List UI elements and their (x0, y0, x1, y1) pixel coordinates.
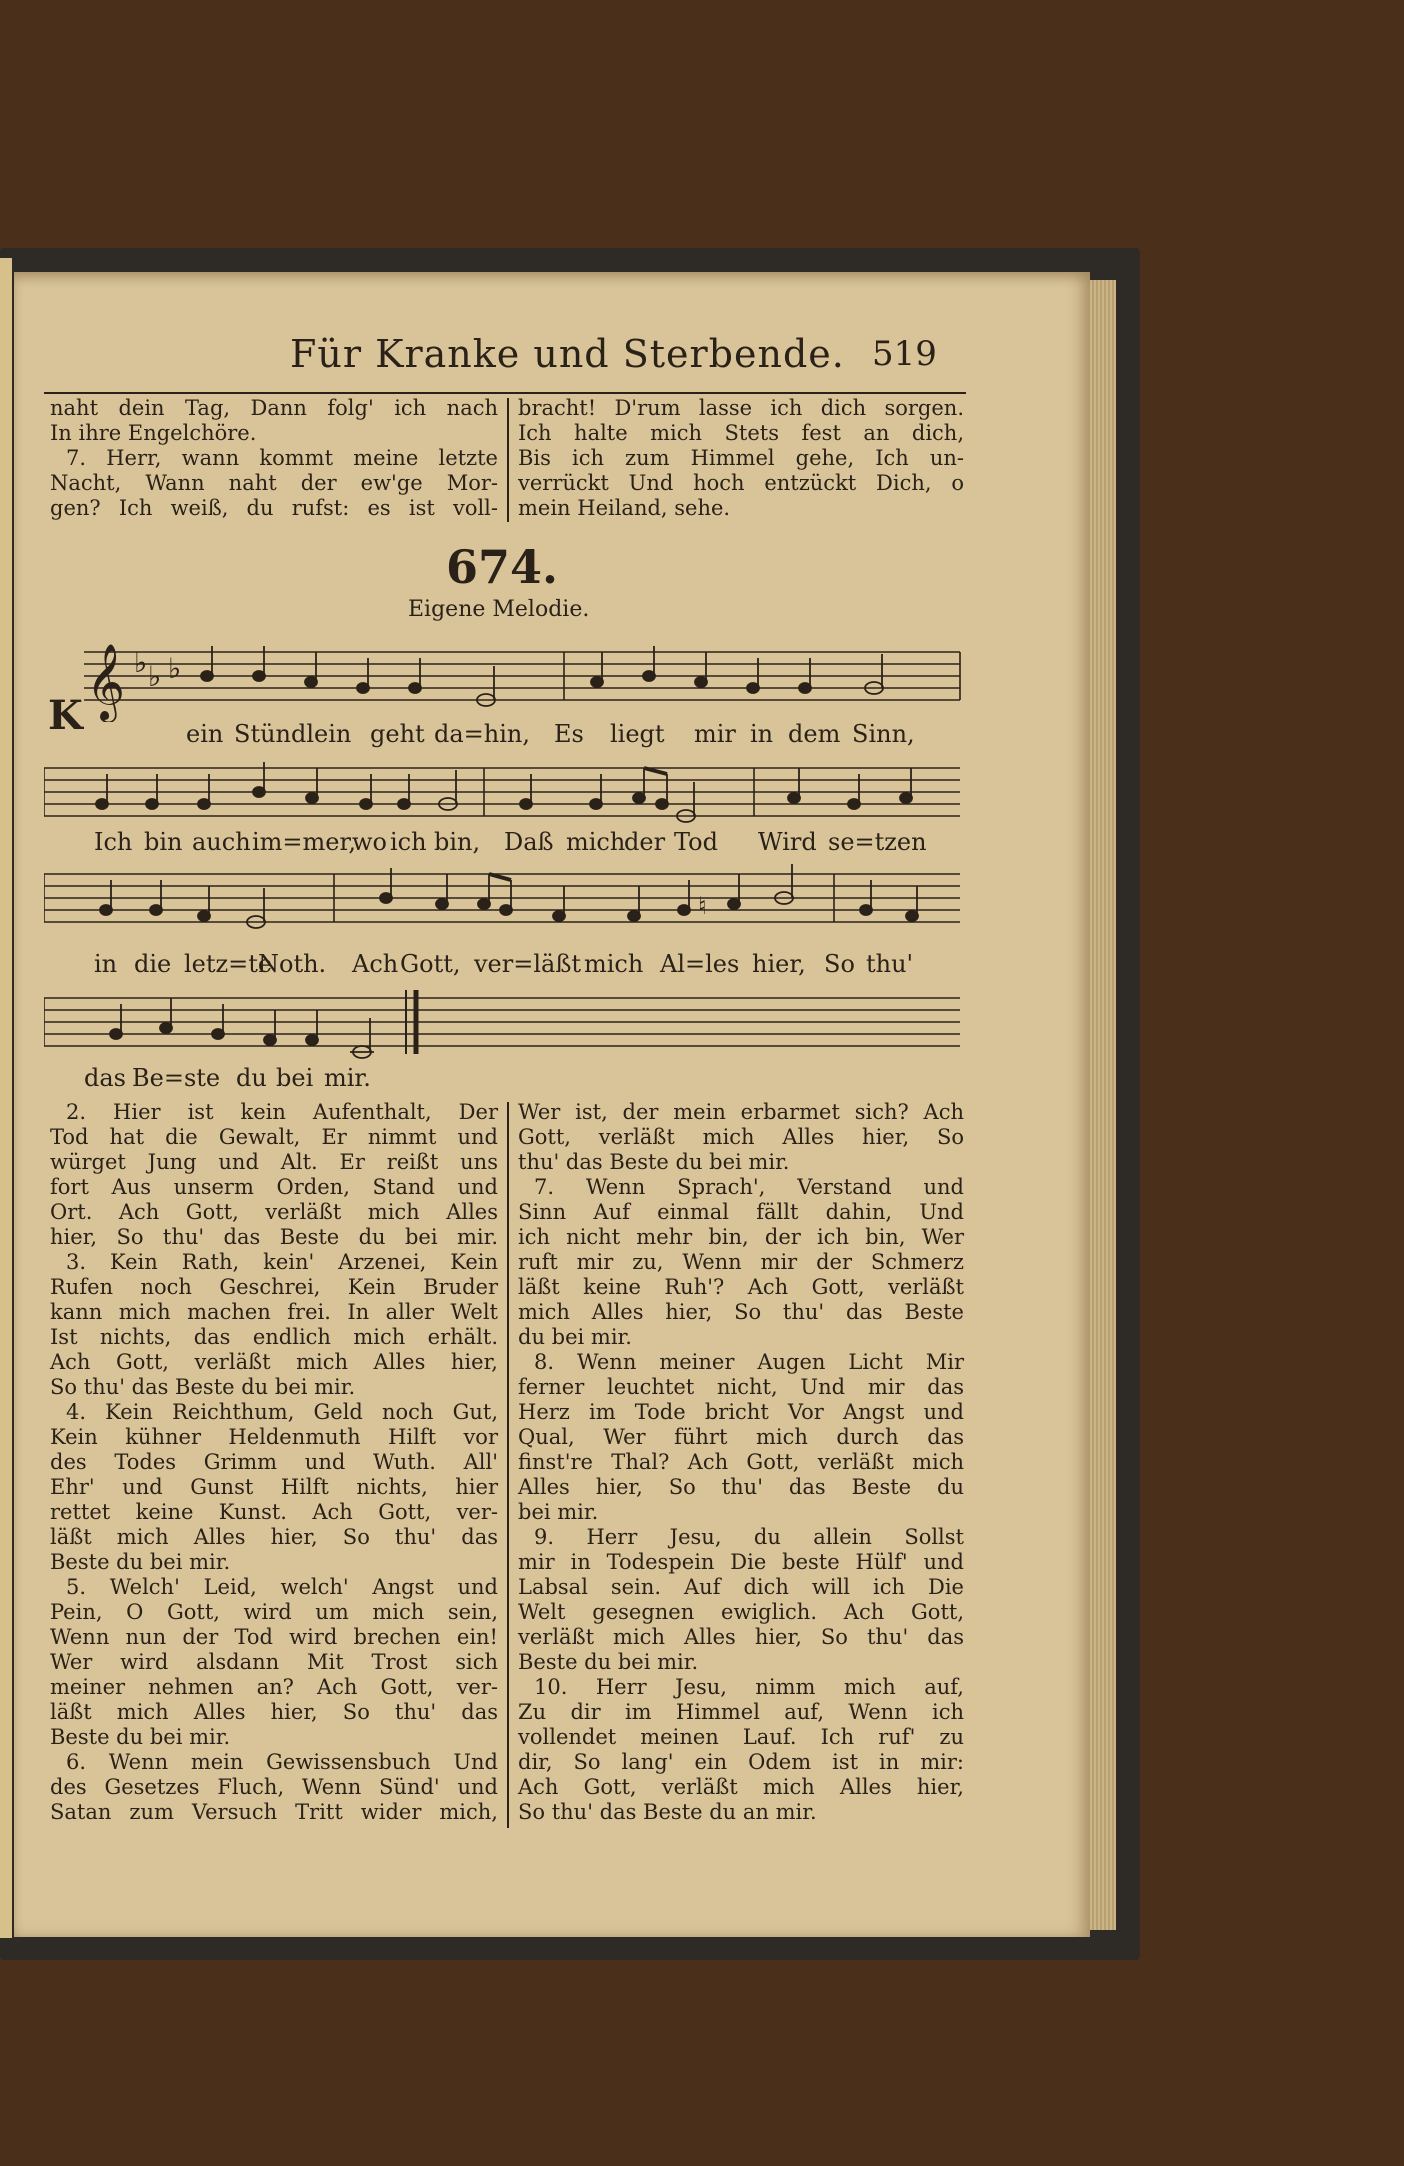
text-line: Ist nichts, das endlich mich erhält. (50, 1325, 498, 1349)
lyric-syllable: letz=te (184, 950, 273, 978)
lyric-syllable: So (824, 950, 855, 978)
text-line: 6. Wenn mein Gewissensbuch Und (66, 1750, 498, 1774)
text-line: finst're Thal? Ach Gott, verläßt mich (518, 1450, 964, 1474)
text-line: So thu' das Beste du bei mir. (50, 1375, 356, 1399)
lyric-syllable: bei (276, 1064, 314, 1092)
column-divider-top (507, 398, 509, 522)
lyric-syllable: auch (192, 828, 251, 856)
page-number: 519 (872, 334, 937, 374)
text-line: 10. Herr Jesu, nimm mich auf, (534, 1675, 964, 1699)
lyric-syllable: se=tzen (828, 828, 927, 856)
carryover-left-column (50, 396, 498, 521)
column-divider-bottom (507, 1102, 509, 1828)
lyric-syllable: da=hin, (434, 720, 530, 748)
text-line: 2. Hier ist kein Aufenthalt, Der (66, 1100, 498, 1124)
svg-text:♮: ♮ (698, 892, 707, 920)
text-line: verrückt Und hoch entzückt Dich, o (518, 471, 964, 495)
text-line: des Todes Grimm und Wuth. All' (50, 1450, 498, 1474)
text-line: Ich halte mich Stets fest an dich, (518, 421, 964, 445)
text-line: Ach Gott, verläßt mich Alles hier, (50, 1350, 498, 1374)
music-staff-4 (44, 984, 966, 1064)
text-line: läßt keine Ruh'? Ach Gott, verläßt (518, 1275, 964, 1299)
music-staff-1 (84, 632, 966, 722)
text-line: 7. Wenn Sprach', Verstand und (534, 1175, 964, 1199)
text-line: 9. Herr Jesu, du allein Sollst (534, 1525, 964, 1549)
lyric-syllable: dem (788, 720, 841, 748)
text-line: du bei mir. (518, 1325, 632, 1349)
text-line: vollendet meinen Lauf. Ich ruf' zu (518, 1725, 964, 1749)
text-line: Alles hier, So thu' das Beste du (518, 1475, 964, 1499)
book-page (14, 272, 1090, 1937)
page-header-title: Für Kranke und Sterbende. (290, 332, 845, 376)
text-line: verläßt mich Alles hier, So thu' das (518, 1625, 964, 1649)
lyric-syllable: Sinn, (852, 720, 915, 748)
text-line: 3. Kein Rath, kein' Arzenei, Kein (66, 1250, 498, 1274)
lyric-syllable: Be=ste (132, 1064, 221, 1092)
flat-sign-icon: ♭ (168, 652, 182, 685)
text-line: bei mir. (518, 1500, 599, 1524)
text-line: des Gesetzes Fluch, Wenn Sünd' und (50, 1775, 498, 1799)
text-line: würget Jung und Alt. Er reißt uns (50, 1150, 498, 1174)
lyric-syllable: wo (352, 828, 387, 856)
lyric-syllable: im=mer, (252, 828, 356, 856)
lyric-syllable: in (94, 950, 118, 978)
lyric-syllable: ver=läßt (474, 950, 582, 978)
lyric-syllable: mir. (324, 1064, 371, 1092)
lyric-syllable: in (750, 720, 774, 748)
text-line: Bis ich zum Himmel gehe, Ich un- (518, 446, 964, 470)
text-line: Ach Gott, verläßt mich Alles hier, (518, 1775, 964, 1799)
lyric-syllable: liegt (610, 720, 665, 748)
background-top (0, 0, 1404, 250)
lyric-syllable: Tod (674, 828, 718, 856)
text-line: bracht! D'rum lasse ich dich sorgen. (518, 396, 964, 420)
carryover-right-column (518, 396, 964, 521)
text-line: mich Alles hier, So thu' das Beste (518, 1300, 964, 1324)
music-staff-2 (44, 756, 966, 828)
text-line: gen? Ich weiß, du rufst: es ist voll- (50, 496, 498, 520)
verses-left-column (50, 1100, 498, 1825)
text-line: Rufen noch Geschrei, Kein Bruder (50, 1275, 498, 1299)
text-line: rettet keine Kunst. Ach Gott, ver- (50, 1500, 498, 1524)
text-line: naht dein Tag, Dann folg' ich nach (50, 396, 498, 420)
text-line: Labsal sein. Auf dich will ich Die (518, 1575, 964, 1599)
text-line: Welt gesegnen ewiglich. Ach Gott, (518, 1600, 964, 1624)
text-line: Nacht, Wann naht der ew'ge Mor- (50, 471, 498, 495)
text-line: 5. Welch' Leid, welch' Angst und (66, 1575, 498, 1599)
text-line: Gott, verläßt mich Alles hier, So (518, 1125, 964, 1149)
text-line: Satan zum Versuch Tritt wider mich, (50, 1800, 498, 1824)
text-line: Sinn Auf einmal fällt dahin, Und (518, 1200, 964, 1224)
text-line: Qual, Wer führt mich durch das (518, 1425, 964, 1449)
text-line: Wer ist, der mein erbarmet sich? Ach (518, 1100, 964, 1124)
lyric-syllable: ein (186, 720, 224, 748)
lyric-syllable: hier, (752, 950, 806, 978)
treble-clef-icon: 𝄞 (86, 643, 126, 720)
lyric-syllable: die (134, 950, 172, 978)
text-line: Beste du bei mir. (50, 1725, 231, 1749)
text-line: hier, So thu' das Beste du bei mir. (50, 1225, 498, 1249)
flat-sign-icon: ♭ (134, 646, 148, 679)
flat-sign-icon: ♭ (148, 660, 162, 693)
text-line: ruft mir zu, Wenn mir der Schmerz (518, 1250, 964, 1274)
text-line: ferner leuchtet nicht, Und mir das (518, 1375, 964, 1399)
page-edges (1090, 280, 1116, 1930)
text-line: thu' das Beste du bei mir. (518, 1150, 790, 1174)
hymn-number: 674. (446, 540, 559, 594)
melody-label: Eigene Melodie. (408, 597, 590, 622)
lyric-syllable: das (84, 1064, 126, 1092)
lyric-syllable: Daß (504, 828, 554, 856)
text-line: läßt mich Alles hier, So thu' das (50, 1525, 498, 1549)
text-line: läßt mich Alles hier, So thu' das (50, 1700, 498, 1724)
text-line: Pein, O Gott, wird um mich sein, (50, 1600, 498, 1624)
text-line: mir in Todespein Die beste Hülf' und (518, 1550, 964, 1574)
text-line: Wer wird alsdann Mit Trost sich (50, 1650, 498, 1674)
lyric-syllable: mir (694, 720, 736, 748)
lyric-syllable: der (624, 828, 666, 856)
text-line: Ort. Ach Gott, verläßt mich Alles (50, 1200, 498, 1224)
text-line: Tod hat die Gewalt, Er nimmt und (50, 1125, 498, 1149)
verses-right-column (518, 1100, 964, 1825)
lyric-syllable: Gott, (400, 950, 461, 978)
lyric-syllable: Ich (94, 828, 133, 856)
lyric-syllable: Ach (352, 950, 399, 978)
lyric-syllable: thu' (866, 950, 914, 978)
text-line: Wenn nun der Tod wird brechen ein! (50, 1625, 498, 1649)
text-line: meiner nehmen an? Ach Gott, ver- (50, 1675, 498, 1699)
lyric-syllable: ich (390, 828, 427, 856)
lyric-syllable: mich (584, 950, 644, 978)
text-line: 8. Wenn meiner Augen Licht Mir (534, 1350, 964, 1374)
lyric-syllable: Noth. (258, 950, 327, 978)
initial-letter: K (48, 692, 83, 739)
lyric-syllable: Wird (758, 828, 817, 856)
lyric-syllable: bin, (434, 828, 481, 856)
text-line: Herz im Tode bricht Vor Angst und (518, 1400, 964, 1424)
text-line: fort Aus unserm Orden, Stand und (50, 1175, 498, 1199)
text-line: Ehr' und Gunst Hilft nichts, hier (50, 1475, 498, 1499)
music-staff-3 (44, 862, 966, 936)
lyric-syllable: du (236, 1064, 267, 1092)
text-line: So thu' das Beste du an mir. (518, 1800, 817, 1824)
text-line: Beste du bei mir. (50, 1550, 231, 1574)
text-line: 7. Herr, wann kommt meine letzte (66, 446, 498, 470)
lyric-syllable: Al=les (660, 950, 740, 978)
text-line: Kein kühner Heldenmuth Hilft vor (50, 1425, 498, 1449)
lyric-syllable: Es (554, 720, 584, 748)
lyric-syllable: mich (566, 828, 626, 856)
text-line: dir, So lang' ein Odem ist in mir: (518, 1750, 964, 1774)
lyric-syllable: Stündlein (234, 720, 352, 748)
header-rule (44, 392, 966, 394)
cover-edge (0, 258, 12, 1938)
text-line: Beste du bei mir. (518, 1650, 699, 1674)
text-line: Zu dir im Himmel auf, Wenn ich (518, 1700, 964, 1724)
text-line: 4. Kein Reichthum, Geld noch Gut, (66, 1400, 498, 1424)
text-line: ich nicht mehr bin, der ich bin, Wer (518, 1225, 964, 1249)
text-line: In ihre Engelchöre. (50, 421, 257, 445)
text-line: mein Heiland, sehe. (518, 496, 731, 520)
lyric-syllable: geht (370, 720, 425, 748)
text-line: kann mich machen frei. In aller Welt (50, 1300, 498, 1324)
notes-group-4 (110, 998, 374, 1058)
background-bottom (0, 1960, 1404, 2166)
lyric-syllable: bin (144, 828, 183, 856)
